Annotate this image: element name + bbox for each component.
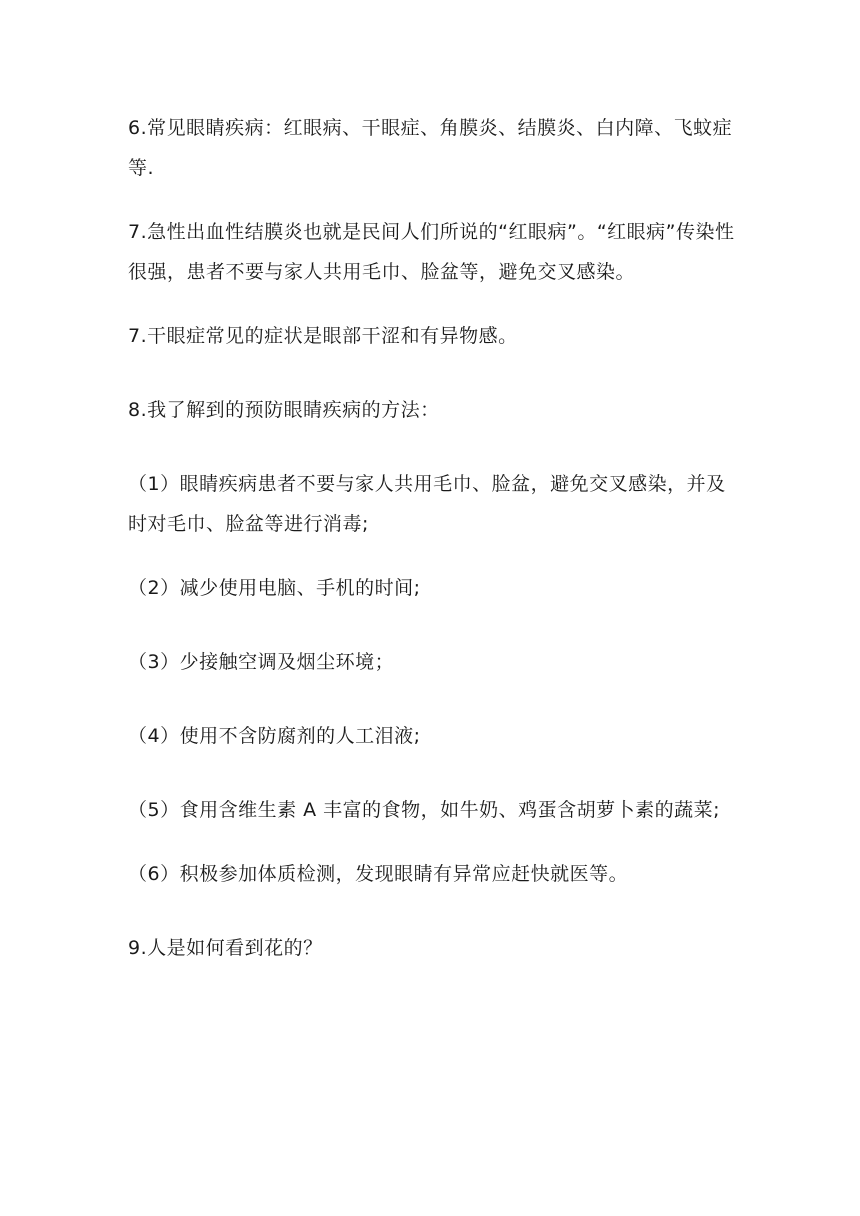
list-item-prevention-4: （4）使用不含防腐剂的人工泪液; [128, 725, 421, 747]
paragraph-dry-eye: 7.干眼症常见的症状是眼部干涩和有异物感。 [128, 325, 518, 347]
list-item-prevention-3: （3）少接触空调及烟尘环境； [128, 651, 395, 673]
list-item-prevention-1: （1）眼睛疾病患者不要与家人共用毛巾、脸盆，避免交叉感染，并及时对毛巾、脸盆等进行消毒; [128, 473, 726, 535]
paragraph-pink-eye: 7.急性出血性结膜炎也就是民间人们所说的“红眼病”。“红眼病”传染性很强，患者不要与家人共用毛巾、脸盆等，避免交叉感染。 [128, 221, 735, 283]
list-item-prevention-5: （5）食用含维生素 A 丰富的食物，如牛奶、鸡蛋含胡萝卜素的蔬菜; [128, 799, 721, 821]
list-item-prevention-2: （2）减少使用电脑、手机的时间; [128, 577, 421, 599]
list-item-prevention-6: （6）积极参加体质检测，发现眼睛有异常应赶快就医等。 [128, 863, 629, 885]
paragraph-eye-diseases: 6.常见眼睛疾病：红眼病、干眼症、角膜炎、结膜炎、白内障、飞蚊症等. [128, 117, 733, 179]
document-body [128, 108, 738, 1002]
paragraph-question-flowers: 9.人是如何看到花的？ [128, 937, 323, 959]
paragraph-prevention-heading: 8.我了解到的预防眼睛疾病的方法： [128, 399, 440, 421]
